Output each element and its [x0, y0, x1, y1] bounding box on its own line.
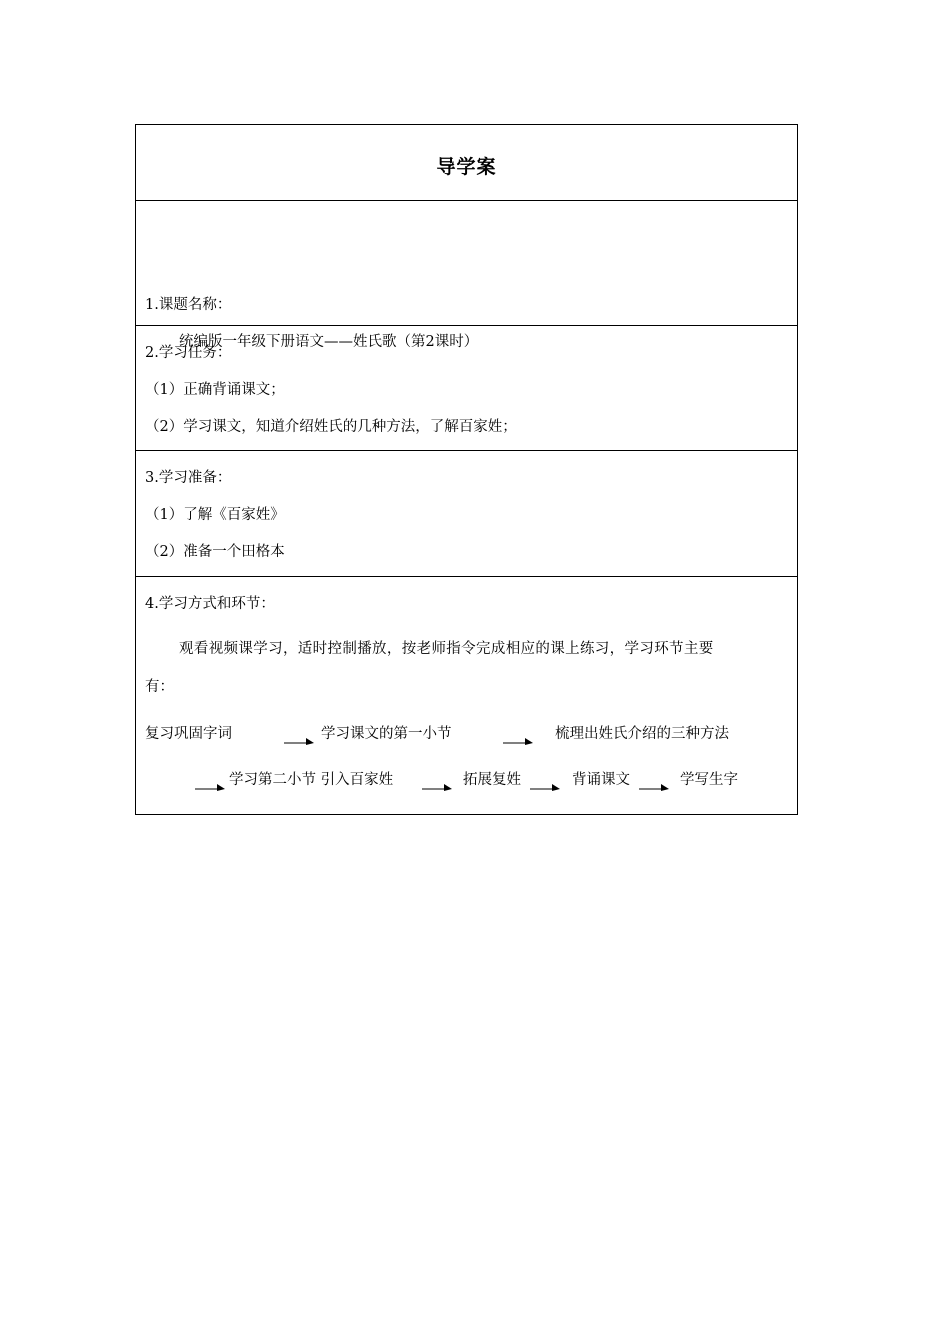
method-paragraph-line-2: 有：	[145, 679, 174, 695]
topic-heading: 1.课题名称：	[145, 297, 232, 313]
preparation-heading: 3.学习准备：	[145, 470, 232, 486]
method-section	[136, 577, 797, 814]
task-item-1: （1）正确背诵课文；	[145, 382, 285, 398]
step-review-words: 复习巩固字词	[145, 726, 232, 742]
tasks-heading: 2.学习任务：	[145, 345, 232, 361]
preparation-item-1: （1）了解《百家姓》	[145, 507, 285, 523]
step-first-stanza: 学习课文的第一小节	[321, 726, 452, 742]
title-row	[136, 125, 797, 201]
topic-section	[136, 201, 797, 350]
tasks-section	[136, 326, 797, 451]
document-title: 导学案	[436, 156, 497, 178]
arrow-right-icon	[639, 779, 669, 791]
arrow-right-icon	[195, 779, 225, 791]
step-three-methods: 梳理出姓氏介绍的三种方法	[555, 726, 729, 742]
arrow-right-icon	[530, 779, 560, 791]
step-compound-surnames: 拓展复姓	[463, 772, 521, 788]
study-guide-table	[135, 124, 798, 815]
arrow-right-icon	[422, 779, 452, 791]
arrow-right-icon	[284, 733, 314, 745]
task-item-2: （2）学习课文，知道介绍姓氏的几种方法，了解百家姓；	[145, 419, 517, 435]
method-paragraph-line-1: 观看视频课学习，适时控制播放，按老师指令完成相应的课上练习，学习环节主要	[179, 641, 714, 657]
preparation-section	[136, 451, 797, 577]
topic-content: 统编版一年级下册语文——姓氏歌（第2课时）	[179, 334, 479, 350]
step-write-characters: 学写生字	[680, 772, 738, 788]
step-recite-text: 背诵课文	[572, 772, 630, 788]
step-second-stanza: 学习第二小节 引入百家姓	[229, 772, 394, 788]
arrow-right-icon	[503, 733, 533, 745]
preparation-item-2: （2）准备一个田格本	[145, 544, 285, 560]
method-heading: 4.学习方式和环节：	[145, 596, 275, 612]
